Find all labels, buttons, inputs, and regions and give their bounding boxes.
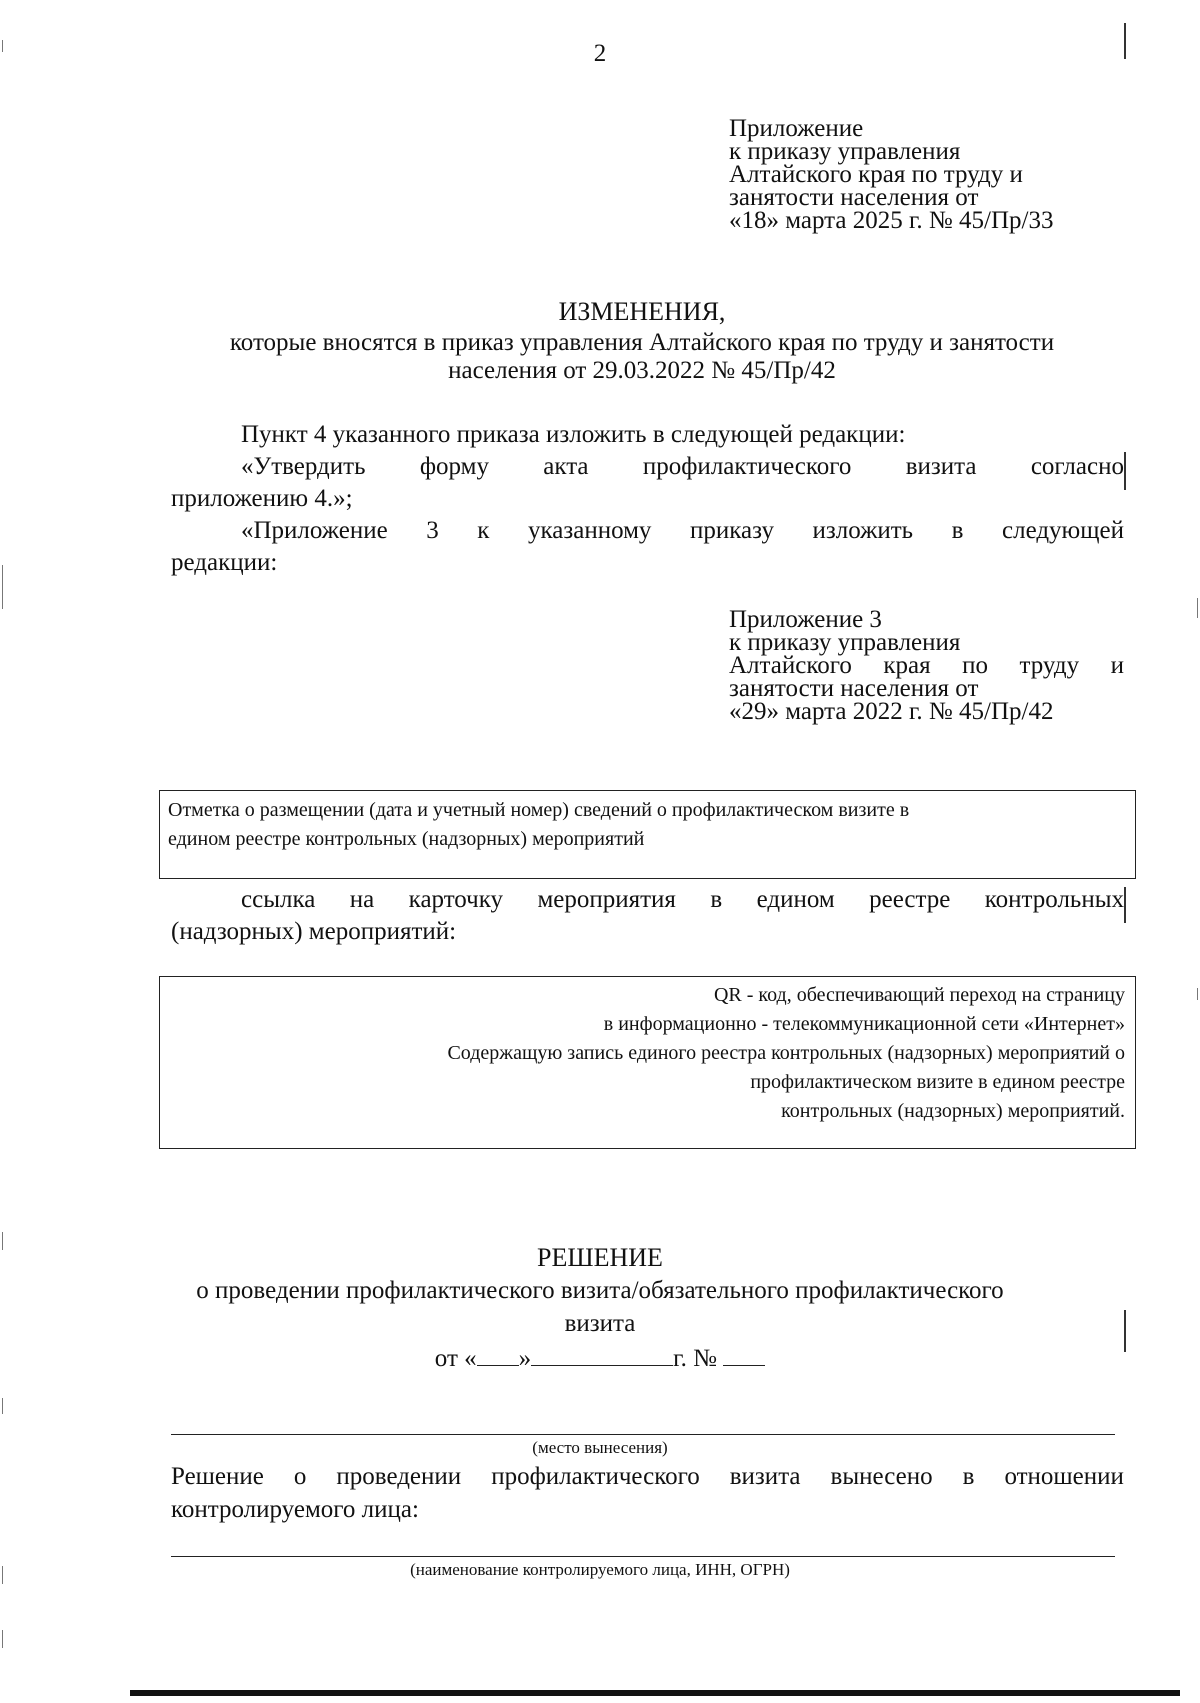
qr-box-line: контрольных (надзорных) мероприятий.: [781, 1100, 1125, 1122]
qr-box-line: Содержащую запись единого реестра контрольных (надзорных) мероприятий о: [447, 1042, 1125, 1064]
word: визита: [905, 453, 977, 480]
word: «Приложение: [241, 517, 388, 544]
appendix-header: [729, 117, 1149, 232]
scan-edge-mark: [1197, 598, 1198, 618]
link-paragraph-end: (надзорных) мероприятий:: [171, 918, 457, 945]
decision-text-line: [171, 1461, 1124, 1492]
month-blank[interactable]: [531, 1343, 673, 1366]
scan-edge-mark: [1124, 1310, 1126, 1352]
scan-edge-mark: [2, 40, 3, 52]
paragraph-appendix3-line: [241, 515, 1124, 546]
appendix-header-line: занятости населения от: [729, 184, 979, 211]
qr-box-line: профилактическом визите в едином реестре: [750, 1071, 1125, 1093]
decision-date-line: [0, 1343, 1200, 1373]
word: в: [951, 517, 964, 544]
changes-title: ИЗМЕНЕНИЯ,: [558, 297, 726, 326]
word: следующей: [1002, 517, 1124, 544]
word: и: [1110, 652, 1124, 679]
date-mid: »: [518, 1345, 532, 1372]
entity-caption: (наименование контролируемого лица, ИНН, ОГРН): [410, 1560, 790, 1579]
qr-box-line: в информационно - телекоммуникационной сети «Интернет»: [603, 1013, 1125, 1035]
word: вынесено: [830, 1463, 933, 1490]
word: ссылка: [241, 886, 316, 913]
word: Алтайского: [729, 652, 852, 679]
word: согласно: [1030, 453, 1124, 480]
decision-subtitle-line: о проведении профилактического визита/обязательного профилактического: [196, 1277, 1004, 1304]
qr-code-box: [159, 976, 1136, 1149]
registry-box-line: Отметка о размещении (дата и учетный номер) сведений о профилактическом визите в: [168, 799, 910, 821]
scan-bottom-bar: [130, 1690, 1180, 1696]
scan-edge-mark: [1197, 988, 1198, 1000]
changes-subtitle-line: которые вносятся в приказ управления Алтайского края по труду и занятости: [229, 329, 1055, 356]
scan-edge-mark: [2, 565, 3, 609]
appendix-header-line: к приказу управления: [729, 138, 961, 165]
scan-edge-mark: [2, 1630, 3, 1648]
scan-edge-mark: [2, 1232, 3, 1250]
decision-subtitle-line: визита: [564, 1310, 636, 1337]
date-prefix: от «: [434, 1345, 477, 1372]
word: Решение: [171, 1463, 264, 1490]
page-number: 2: [593, 40, 607, 67]
appendix-header-line: Приложение: [729, 115, 864, 142]
word: по: [962, 652, 989, 679]
appendix3-header-line: к приказу управления: [729, 629, 961, 656]
word: профилактического: [491, 1463, 700, 1490]
word: отношении: [1004, 1463, 1124, 1490]
word: карточку: [408, 886, 504, 913]
word: приказу: [689, 517, 774, 544]
scan-edge-mark: [2, 1398, 3, 1414]
place-line[interactable]: [171, 1434, 1115, 1435]
appendix-header-line: «18» марта 2025 г. № 45/Пр/33: [729, 207, 1054, 234]
paragraph-point4: Пункт 4 указанного приказа изложить в следующей редакции:: [241, 421, 906, 448]
scan-edge-mark: [1124, 887, 1126, 923]
paragraph-appendix3-end: редакции:: [171, 549, 278, 576]
word: о: [293, 1463, 307, 1490]
number-blank[interactable]: [723, 1343, 765, 1366]
word: указанному: [527, 517, 652, 544]
appendix3-header-line: [729, 654, 1124, 677]
word: 3: [426, 517, 439, 544]
word: в: [710, 886, 723, 913]
appendix3-header: [729, 608, 1149, 723]
word: форму: [419, 453, 489, 480]
word: в: [962, 1463, 975, 1490]
decision-text-end: контролируемого лица:: [171, 1496, 419, 1523]
word: на: [349, 886, 375, 913]
appendix3-header-line: Приложение 3: [729, 606, 882, 633]
word: края: [883, 652, 931, 679]
date-suffix: г. №: [673, 1345, 717, 1372]
registry-placement-box: [159, 790, 1136, 879]
decision-title: РЕШЕНИЕ: [537, 1243, 663, 1272]
word: изложить: [812, 517, 914, 544]
link-paragraph-line: [241, 884, 1124, 915]
word: реестре: [869, 886, 951, 913]
appendix3-header-line: занятости населения от: [729, 675, 979, 702]
word: визита: [729, 1463, 801, 1490]
scan-edge-mark: [2, 1566, 3, 1584]
word: контрольных: [984, 886, 1124, 913]
entity-line[interactable]: [171, 1556, 1115, 1557]
word: к: [477, 517, 490, 544]
word: «Утвердить: [241, 453, 366, 480]
qr-box-line: QR - код, обеспечивающий переход на страницу: [713, 984, 1125, 1006]
appendix-header-line: Алтайского края по труду и: [729, 161, 1023, 188]
scan-edge-mark: [1124, 23, 1126, 59]
word: едином: [756, 886, 835, 913]
day-blank[interactable]: [477, 1343, 519, 1366]
registry-box-line: едином реестре контрольных (надзорных) мероприятий: [168, 828, 645, 850]
word: мероприятия: [537, 886, 676, 913]
changes-subtitle-line: населения от 29.03.2022 № 45/Пр/42: [448, 357, 836, 384]
appendix3-header-line: «29» марта 2022 г. № 45/Пр/42: [729, 698, 1054, 725]
word: акта: [543, 453, 589, 480]
paragraph-approve-end: приложению 4.»;: [171, 485, 353, 512]
scan-edge-mark: [1124, 452, 1126, 490]
word: проведении: [336, 1463, 462, 1490]
word: профилактического: [642, 453, 852, 480]
word: труду: [1019, 652, 1080, 679]
place-caption: (место вынесения): [532, 1438, 668, 1457]
paragraph-approve-line: [241, 451, 1124, 482]
